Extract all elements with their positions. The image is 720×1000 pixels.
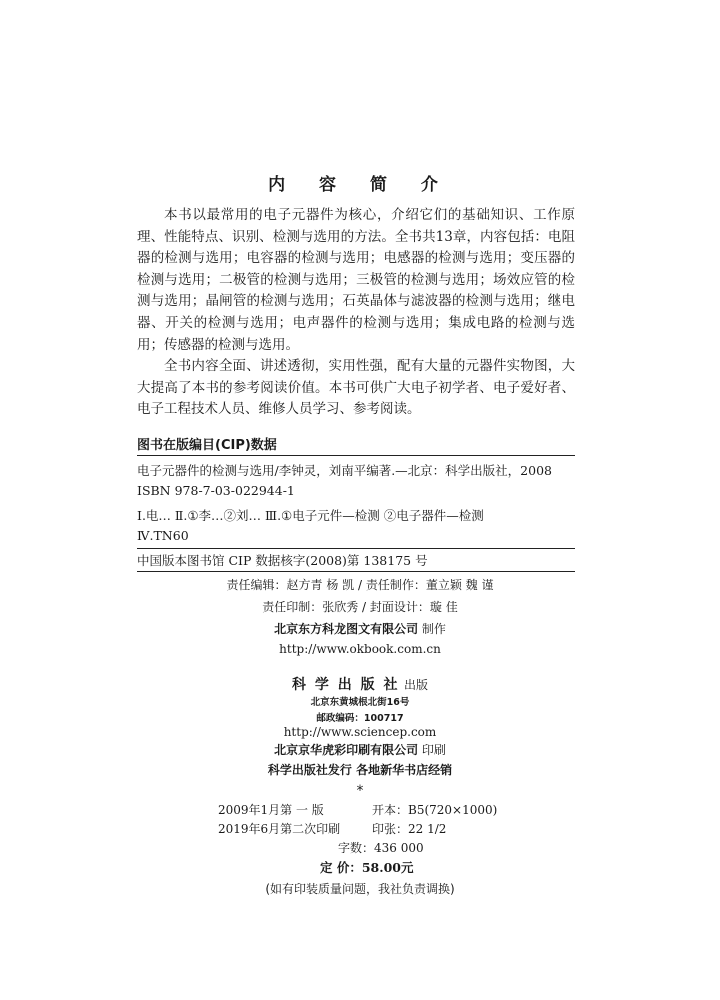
cip-title-line: 电子元器件的检测与选用/李钟灵，刘南平编著.—北京：科学出版社，2008 [137,463,552,478]
producer-line [0,620,720,637]
content-summary [137,205,575,421]
cip-isbn: ISBN 978-7-03-022944-1 [137,483,295,498]
cip-data-number: 中国版本图书馆 CIP 数据核字(2008)第 138175 号 [137,553,428,568]
word-count: 字数：436 000 [338,841,424,855]
print-sheets: 印张：22 1/2 [372,822,447,836]
cip-bottom-rule [137,571,575,572]
producer-action: 制作 [421,622,446,636]
separator-star: * [356,783,364,799]
cip-classification-number: Ⅳ.TN60 [137,528,189,543]
publisher-action: 出版 [403,678,428,692]
postal-code: 邮政编码：100717 [316,713,404,724]
cip-heading: 图书在版编目(CIP)数据 [137,438,277,453]
book-format: 开本：B5(720×1000) [372,803,498,817]
publisher-line [0,674,720,694]
printer-line [0,741,720,758]
cip-top-rule [137,455,575,456]
first-edition: 2009年1月第 一 版 [218,803,324,817]
content-summary-title: 内 容 简 介 [268,175,452,195]
reprint-info: 2019年6月第二次印刷 [218,822,341,836]
printing-credits [0,598,720,615]
printer-name: 北京京华虎彩印刷有限公司 [274,743,419,757]
editor-credits: 责任编辑：赵方青 杨 凯 / 责任制作：董立颖 魏 谨 [226,578,494,592]
producer-url: http://www.okbook.com.cn [279,642,441,656]
publisher-address: 北京东黄城根北街16号 [310,697,410,708]
cip-classification: Ⅰ.电… Ⅱ.①李…②刘… Ⅲ.①电子元件—检测 ②电子器件—检测 [137,508,484,523]
distributor-line: 科学出版社发行 各地新华书店经销 [267,763,453,777]
cip-middle-rule [137,548,575,549]
summary-paragraph-2: 全书内容全面、讲述透彻，实用性强，配有大量的元器件实物图，大大提高了本书的参考阅读价值。本书可供广大电子初学者、电子爱好者、电子工程技术人员、维修人员学习、参考阅读。 [137,358,575,418]
printing-manager: 责任印制：张欣秀 / 封面设计： [262,600,430,614]
producer-name: 北京东方科龙图文有限公司 [274,622,419,636]
summary-paragraph-1: 本书以最常用的电子元器件为核心，介绍它们的基础知识、工作原理、性能特点、识别、检测与选用的方法。全书共13章，内容包括：电阻器的检测与选用；电容器的检测与选用；电感器的检测与选用；变压器的检测与选用；二极管的检测与选用；三极管的检测与选用；场效应管的检测与选用；晶闸管的检测与选用；石英晶体与滤波器的检测与选用；继电器、开关的检测与选用；电声器件的检测与选用；集成电路的检测与选用；传感器的检测与选用。 [137,207,575,353]
quality-notice: (如有印装质量问题，我社负责调换) [265,882,455,896]
cover-designer: 璇 佳 [429,600,458,614]
publisher-name: 科 学 出 版 社 [292,677,400,693]
printer-action: 印刷 [421,743,446,757]
publisher-url: http://www.sciencep.com [283,725,437,739]
price: 定 价：58.00元 [320,860,414,875]
